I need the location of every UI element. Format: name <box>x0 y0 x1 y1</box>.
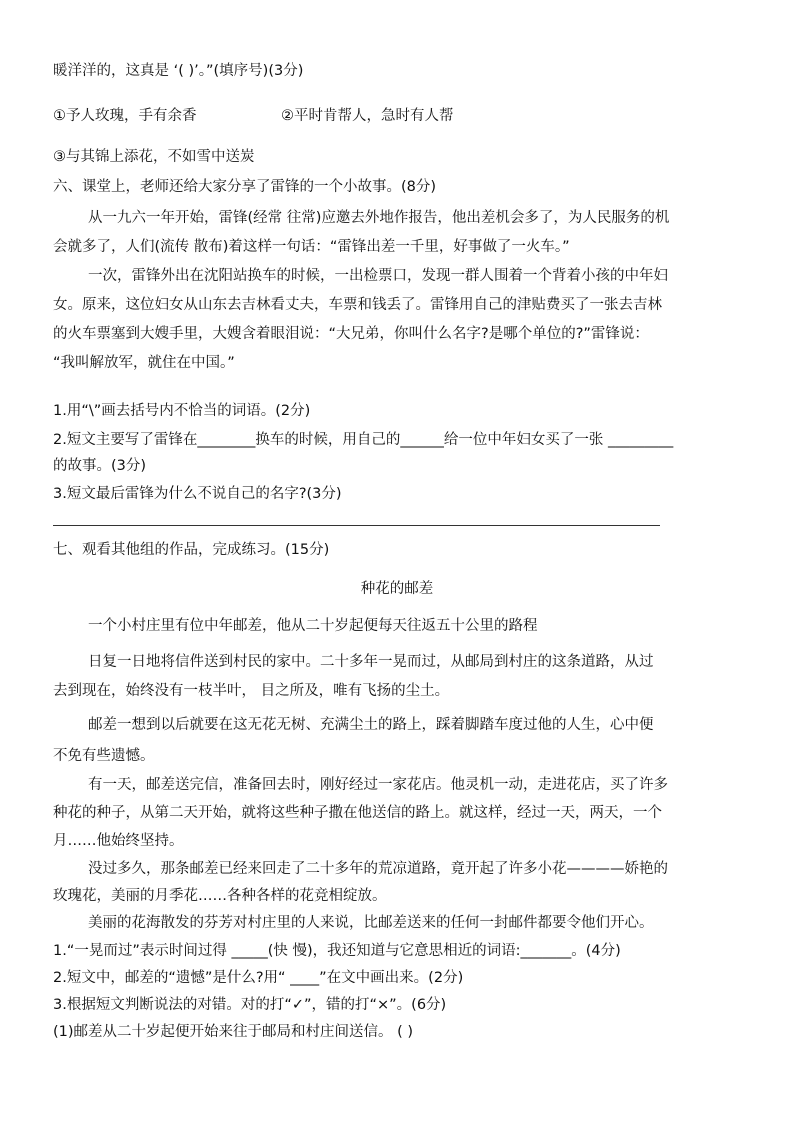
paragraph-line: 日复一日地将信件送到村民的家中。二十多年一晃而过，从邮局到村庄的这条道路，从过 <box>88 654 654 670</box>
option-line <box>53 105 744 127</box>
option-2: ②平时肯帮人，急时有人帮 <box>281 108 454 124</box>
paragraph-line: “我叫解放军，就住在中国。” <box>53 355 235 371</box>
section-heading: 七、观看其他组的作品，完成练习。(15分) <box>53 542 330 558</box>
option-3: ③与其锦上添花，不如雪中送炭 <box>53 149 255 165</box>
paragraph-line: 有一天，邮差送完信，准备回去时，刚好经过一家花店。他灵机一动，走进花店，买了许多 <box>88 777 668 793</box>
paragraph-line: 没过多久，那条邮差已经来回走了二十多年的荒凉道路，竟开起了许多小花————娇艳的 <box>88 861 668 877</box>
answer-blank-line[interactable] <box>53 525 660 526</box>
paragraph-line: 美丽的花海散发的芬芳对村庄里的人来说，比邮差送来的任何一封邮件都要令他们开心。 <box>88 915 654 931</box>
paragraph-line: 一次，雷锋外出在沈阳站换车的时候，一出检票口，发现一群人围着一个背着小孩的中年妇 <box>88 268 668 284</box>
paragraph-line: 种花的种子，从第二天开始，就将这些种子撒在他送信的路上。就这样，经过一天，两天，一个 <box>53 805 662 821</box>
paragraph-line: 的火车票塞到大嫂手里，大嫂含着眼泪说：“大兄弟，你叫什么名字?是哪个单位的?”雷锋说： <box>53 326 649 342</box>
question-line: (1)邮差从二十岁起便开始来往于邮局和村庄间送信。 ( ) <box>53 1024 414 1040</box>
question-line: 2.短文中，邮差的“遗憾”是什么?用“ ____”在文中画出来。(2分) <box>53 970 464 986</box>
question-line: 3.短文最后雷锋为什么不说自己的名字?(3分) <box>53 486 342 502</box>
paragraph-line: 邮差一想到以后就要在这无花无树、充满尘土的路上，踩着脚踏车度过他的人生，心中便 <box>88 717 654 733</box>
question-line: 1.“一晃而过”表示时间过得 _____(快 慢)，我还知道与它意思相近的词语:_______。(4分) <box>53 943 621 959</box>
story-title: 种花的邮差 <box>360 581 434 597</box>
question-line: 3.根据短文判断说法的对错。对的打“✓”，错的打“×”。(6分) <box>53 997 447 1013</box>
paragraph-line: 女。原来，这位妇女从山东去吉林看丈夫，车票和钱丢了。雷锋用自己的津贴费买了一张去吉林 <box>53 297 662 313</box>
option-1: ①予人玫瑰，手有余香 <box>53 108 197 124</box>
paragraph-line: 去到现在，始终没有一枝半叶， 目之所及，唯有飞扬的尘土。 <box>53 683 450 699</box>
question-line: 1.用“\”画去括号内不恰当的词语。(2分) <box>53 403 311 419</box>
paragraph-line: 一个小村庄里有位中年邮差，他从二十岁起便每天往返五十公里的路程 <box>88 618 538 634</box>
text-line: 暖洋洋的，这真是 ‘( )’。”(填序号)(3分) <box>53 63 304 79</box>
paragraph-line: 玫瑰花，美丽的月季花……各种各样的花竞相绽放。 <box>53 888 387 904</box>
question-line: 的故事。(3分) <box>53 458 147 474</box>
paragraph-line: 会就多了，人们(流传 散布)着这样一句话：“雷锋出差一千里，好事做了一火车。” <box>53 239 570 255</box>
question-line: 2.短文主要写了雷锋在________换车的时候，用自己的______给一位中年妇女买了一张 _________ <box>53 432 674 448</box>
section-heading: 六、课堂上，老师还给大家分享了雷锋的一个小故事。(8分) <box>53 179 437 195</box>
paragraph-line: 不免有些遗憾。 <box>53 748 155 764</box>
paragraph-line: 月……他始终坚持。 <box>53 833 184 849</box>
paragraph-line: 从一九六一年开始，雷锋(经常 往常)应邀去外地作报告，他出差机会多了，为人民服务的机 <box>88 210 670 226</box>
